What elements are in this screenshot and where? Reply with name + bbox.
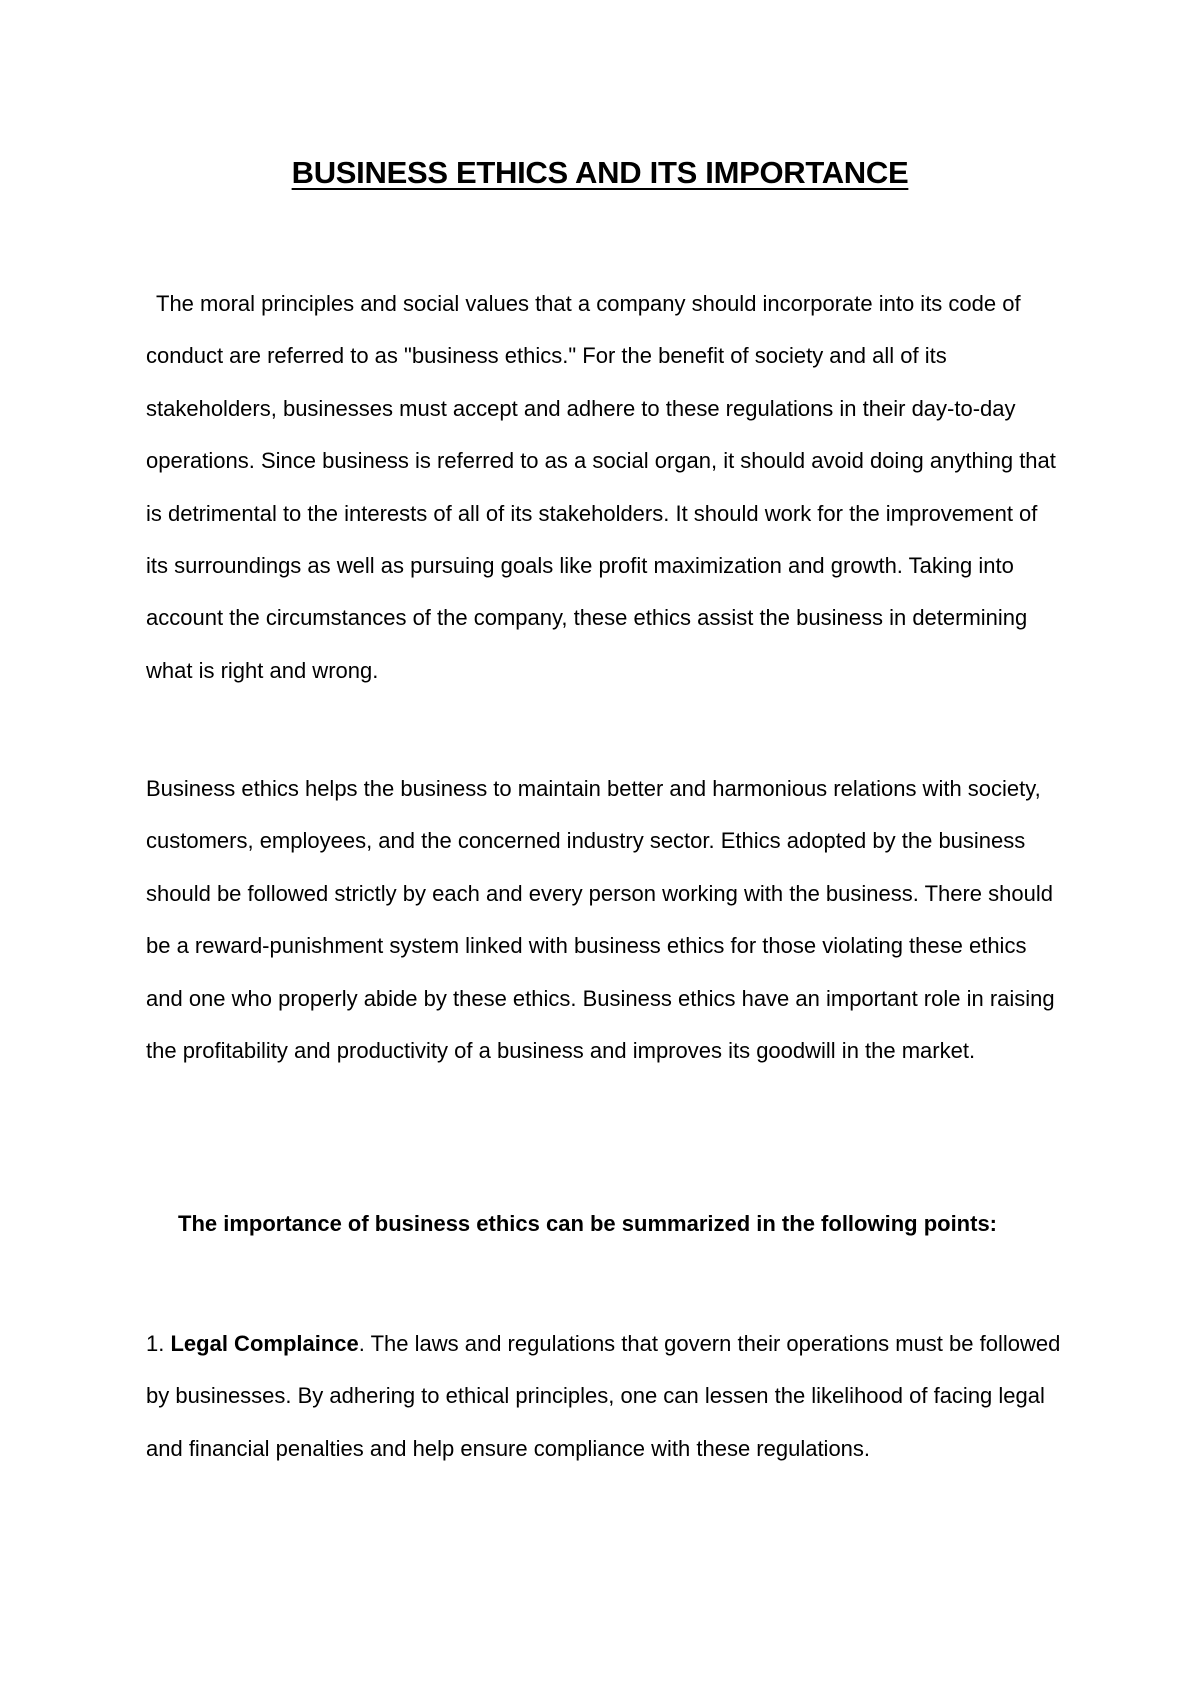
list-item-point-1 (146, 1318, 1064, 1475)
point-number: 1. (146, 1331, 165, 1356)
summary-heading: The importance of business ethics can be summarized in the following points: (178, 1211, 998, 1236)
paragraph-2: Business ethics helps the business to maintain better and harmonious relations with society, customers, employees, and the concerned industry sector. Ethics adopted by the business should be followed strictly by each and every person working with the business. There should be a reward-punishment system linked with business ethics for those violating these ethics and one who properly abide by these ethics. Business ethics have an important role in raising the profitability and productivity of a business and improves its goodwill in the market. (146, 776, 1055, 1064)
paragraph-1: The moral principles and social values that a company should incorporate into its code of conduct are referred to as "business ethics." For the benefit of society and all of its stakeholders, businesses must accept and adhere to these regulations in their day-to-day operations. Since business is referred to as a social organ, it should avoid doing anything that is detrimental to the interests of all of its stakeholders. It should work for the improvement of its surroundings as well as pursuing goals like profit maximization and growth. Taking into account the circumstances of the company, these ethics assist the business in determining what is right and wrong. (146, 291, 1056, 683)
point-heading: Legal Complaince (170, 1331, 359, 1356)
document-title: BUSINESS ETHICS AND ITS IMPORTANCE (291, 155, 909, 190)
point-text: . The laws and regulations that govern their operations must be followed by businesses. By adhering to ethical principles, one can lessen the likelihood of facing legal and financial penalties and help ensure compliance with these regulations. (146, 1331, 1061, 1461)
